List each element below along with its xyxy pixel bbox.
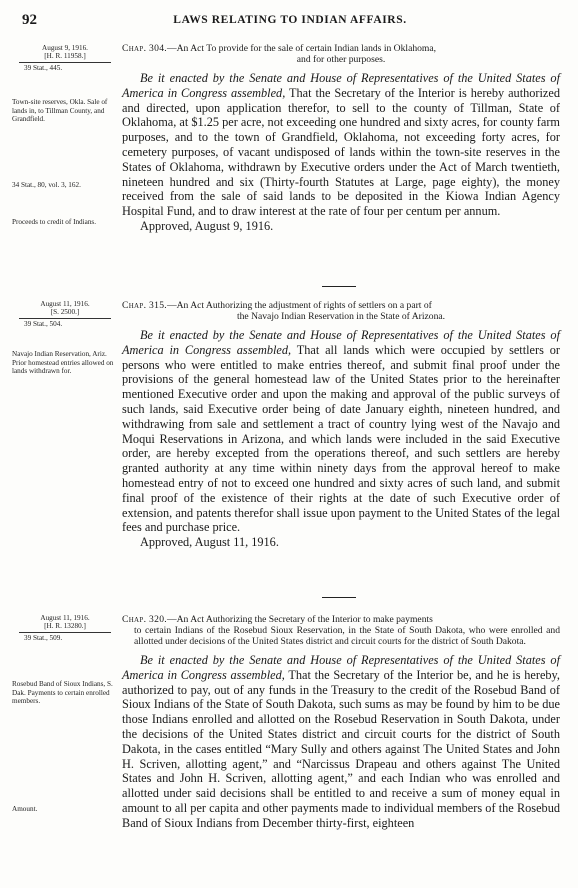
chapter-heading [122, 614, 560, 625]
section-2-reference [12, 300, 118, 328]
running-title: LAWS RELATING TO INDIAN AFFAIRS. [173, 14, 407, 26]
approval-line: Approved, August 11, 1916. [140, 535, 279, 550]
section-3 [122, 614, 560, 831]
act-body: That the Secretary of the Interior be, and he is hereby, authorized to pay, out of any funds in the Treasury to the credit of the Rosebud Band of Sioux Indians of the State of South Dakota, such sums as may be found by him to be due those Indians enrolled and allotted on the Rosebud Reservation in South Dakota, under the decisions of the United States district and circuit courts for the district of South Dakota, in the cases entitled “Mary Sully and others against The United States and John H. Scriven, allotting agent,” and “Narcissus Drapeau and others against The United States and John H. Scriven, allotting agent,” and each Indian who was enrolled and allotted under said decisions shall be entitled to and receive a sum of money equal in amount to all per capita and other payments made to individual members of the Rosebud Band of Sioux Indians from December thirty-first, eighteen [122, 667, 560, 830]
margin-note: Amount. [12, 805, 38, 813]
bill-number: [H. R. 11958.] [44, 52, 86, 61]
margin-note: 34 Stat., 80, vol. 3, 162. [12, 181, 81, 189]
section-1-reference [12, 44, 118, 72]
act-body: That the Secretary of the Interior is hereby authorized and directed, upon application therefor, to sell to the county of Tillman, State of Oklahoma, at $1.25 per acre, not exceeding one hundred and sixty acres, for county farm purposes, and to the town of Grandfield, Oklahoma, not exceeding forty acres, for cemetery purposes, of vacant undisposed of lands within the town-site reserves in the States of Oklahoma, withdrawn by Executive orders under the Act of March twentieth, nineteen hundred and six (Thirty-fourth Statutes at Large, page eighty), the money received from the sale of said lands to be deposited in the Kiowa Indian Agency Hospital Fund, and to draw interest at the rate of four per centum per annum. [122, 85, 560, 219]
statute-citation: 39 Stat., 509. [24, 633, 63, 642]
section-1 [122, 43, 560, 234]
chapter-number: Chap. 320. [122, 614, 167, 625]
act-date: August 11, 1916. [40, 614, 90, 622]
margin-note: Rosebud Band of Sioux Indians, S. Dak. Payments to certain enrolled members. [12, 680, 113, 706]
chapter-title-continued: to certain Indians of the Rosebud Sioux Reservation, in the State of South Dakota, who were enrolled and allotted under decisions of the United States district and circuit courts for the district of South Dakota. [134, 625, 560, 647]
enacting-clause: Be it enacted by the Senate and House of Representatives of the United States of America in Congress assembled, [122, 653, 560, 682]
chapter-number: Chap. 304. [122, 43, 167, 54]
section-2 [122, 300, 560, 550]
margin-note: Proceeds to credit of Indians. [12, 218, 97, 226]
margin-note: Town-site reserves, Okla. Sale of lands in, to Tillman County, and Grandfield. [12, 98, 108, 124]
bill-number: [S. 2500.] [50, 308, 80, 317]
section-divider [322, 286, 356, 287]
chapter-title-continued: and for other purposes. [296, 54, 386, 65]
chapter-title: —An Act To provide for the sale of certain Indian lands in Oklahoma, [167, 43, 437, 54]
section-divider [322, 597, 356, 598]
statute-citation: 39 Stat., 445. [24, 63, 63, 72]
chapter-heading [122, 300, 560, 311]
chapter-heading [122, 43, 560, 54]
reference-divider [19, 632, 111, 633]
reference-divider [19, 318, 111, 319]
reference-divider [19, 62, 111, 63]
page-header [22, 12, 558, 28]
enacting-clause: Be it enacted by the Senate and House of Representatives of the United States of America in Congress assembled, [122, 71, 560, 100]
chapter-title: —An Act Authorizing the Secretary of the Interior to make payments [167, 614, 433, 625]
chapter-title: —An Act Authorizing the adjustment of rights of settlers on a part of [167, 300, 432, 311]
chapter-number: Chap. 315. [122, 300, 167, 311]
chapter-title-continued: the Navajo Indian Reservation in the State of Arizona. [236, 311, 446, 322]
section-3-reference [12, 614, 118, 642]
margin-note: Navajo Indian Reservation, Ariz. Prior homestead entries allowed on lands withdrawn for. [12, 350, 114, 376]
act-text [122, 328, 560, 535]
statute-citation: 39 Stat., 504. [24, 319, 63, 328]
page-number: 92 [22, 12, 37, 28]
act-text [122, 653, 560, 831]
approval-line: Approved, August 9, 1916. [140, 218, 274, 233]
act-date: August 11, 1916. [40, 300, 90, 308]
act-body: That all lands which were occupied by settlers or persons who were entitled to make entries thereof, and submit final proof under the provisions of the general homestead law of the United States prior to the hereinafter mentioned Executive order and upon the making and approval of the public surveys of such lands, said Executive order being of date January eighth, nineteen hundred, and withdrawing from sale and settlement a tract of country lying west of the Navajo and Moqui Reservations in Arizona, and which lands were included in the said Executive order, are hereby excepted from the operations thereof, and such settlers are hereby granted authority at any time within ninety days from the approval hereof to make homestead entry of not to exceed one hundred and sixty acres of such land, and submit final proof of the existence of their rights at the date of such Executive order of extension, and patents therefor shall issue upon payment to the United States of the legal fees and purchase price. [122, 342, 560, 535]
enacting-clause: Be it enacted by the Senate and House of Representatives of the United States of America in Congress assembled, [122, 328, 560, 357]
act-date: August 9, 1916. [42, 44, 88, 52]
act-text [122, 71, 560, 219]
bill-number: [H. R. 13280.] [44, 622, 86, 631]
